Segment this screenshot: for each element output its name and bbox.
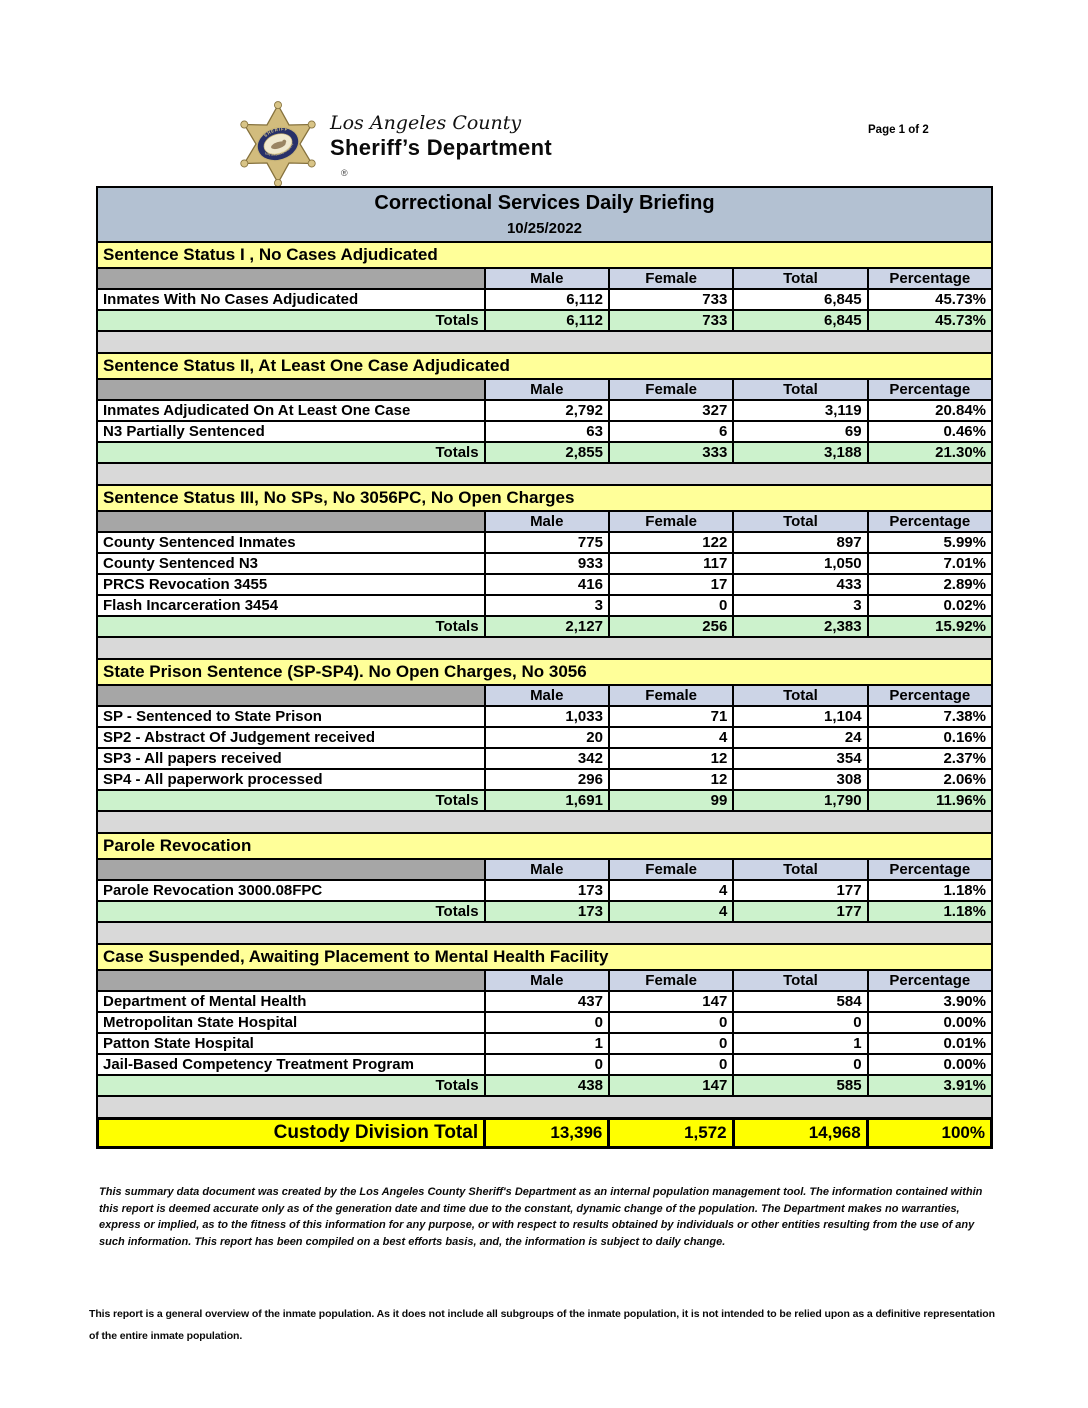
column-header: Female [609,268,733,289]
row-label: PRCS Revocation 3455 [97,574,485,595]
value-cell: 2,792 [485,400,609,421]
table-row [97,595,992,616]
row-label: N3 Partially Sentenced [97,421,485,442]
value-cell: 433 [733,574,867,595]
value-cell: 933 [485,553,609,574]
value-cell: 45.73% [868,289,992,310]
table-row [97,769,992,790]
value-cell: 342 [485,748,609,769]
report-date: 10/25/2022 [506,220,583,237]
column-header: Male [485,379,609,400]
totals-value: 45.73% [868,310,992,331]
column-header: Male [485,268,609,289]
value-cell: 0.46% [868,421,992,442]
table-row [97,532,992,553]
value-cell: 0 [733,1012,867,1033]
value-cell: 733 [609,289,733,310]
section-1 [96,241,993,332]
badge-bottom-text: LOS ANGELES COUNTY [264,142,295,157]
report-title: Correctional Services Daily Briefing [374,192,715,214]
column-header: Percentage [868,511,992,532]
totals-value: 2,383 [733,616,867,637]
column-header: Female [609,379,733,400]
value-cell: 63 [485,421,609,442]
section-title: Parole Revocation [96,832,993,860]
report-block [96,186,993,1149]
totals-label: Totals [97,442,485,463]
value-cell: 4 [609,727,733,748]
table-row [97,553,992,574]
value-cell: 147 [609,991,733,1012]
value-cell: 177 [733,880,867,901]
grand-total-percentage: 100% [867,1119,991,1148]
column-header: Male [485,511,609,532]
row-label: Jail-Based Competency Treatment Program [97,1054,485,1075]
totals-value: 6,112 [485,310,609,331]
column-header-row [97,970,992,991]
logo-department-line: Sheriff’s Department [330,135,552,160]
value-cell: 0.01% [868,1033,992,1054]
value-cell: 308 [733,769,867,790]
value-cell: 327 [609,400,733,421]
section-gap [96,812,993,834]
totals-label: Totals [97,790,485,811]
totals-value: 3,188 [733,442,867,463]
sections-container [96,241,993,1119]
section-2 [96,352,993,464]
value-cell: 6,845 [733,289,867,310]
totals-value: 177 [733,901,867,922]
column-header: Percentage [868,268,992,289]
totals-label: Totals [97,901,485,922]
value-cell: 24 [733,727,867,748]
section-3 [96,484,993,638]
column-header: Total [733,859,867,880]
section-gap [96,1097,993,1119]
table-row [97,1033,992,1054]
value-cell: 2.06% [868,769,992,790]
section-4 [96,658,993,812]
value-cell: 1,050 [733,553,867,574]
column-header: Total [733,970,867,991]
value-cell: 7.38% [868,706,992,727]
section-gap [96,638,993,660]
totals-row [97,310,992,331]
row-label: Department of Mental Health [97,991,485,1012]
page-indicator: Page 1 of 2 [868,124,929,136]
table-row [97,1054,992,1075]
section-title: Sentence Status III, No SPs, No 3056PC, No Open Charges [96,484,993,512]
header-spacer-cell [97,379,485,400]
value-cell: 2.89% [868,574,992,595]
value-cell: 1,033 [485,706,609,727]
row-label: Inmates Adjudicated On At Least One Case [97,400,485,421]
column-header: Female [609,511,733,532]
report-title-band [96,186,993,243]
totals-row [97,442,992,463]
value-cell: 1 [485,1033,609,1054]
totals-value: 3.91% [868,1075,992,1096]
totals-row [97,901,992,922]
totals-label: Totals [97,1075,485,1096]
value-cell: 3.90% [868,991,992,1012]
value-cell: 0 [733,1054,867,1075]
value-cell: 0 [485,1012,609,1033]
row-label: SP - Sentenced to State Prison [97,706,485,727]
totals-value: 256 [609,616,733,637]
totals-label: Totals [97,310,485,331]
column-header: Female [609,970,733,991]
totals-value: 11.96% [868,790,992,811]
totals-label: Totals [97,616,485,637]
table-row [97,748,992,769]
value-cell: 0 [609,1012,733,1033]
row-label: Patton State Hospital [97,1033,485,1054]
section-table [96,858,993,923]
value-cell: 0 [609,1033,733,1054]
column-header-row [97,685,992,706]
registered-trademark-icon: ® [341,168,348,178]
value-cell: 584 [733,991,867,1012]
value-cell: 0.00% [868,1012,992,1033]
section-5 [96,832,993,923]
column-header-row [97,379,992,400]
totals-row [97,1075,992,1096]
grand-total-total: 14,968 [733,1119,867,1148]
row-label: SP4 - All paperwork processed [97,769,485,790]
badge-top-text: SHERIFF [262,126,289,139]
section-title: State Prison Sentence (SP-SP4). No Open Charges, No 3056 [96,658,993,686]
section-table [96,267,993,332]
totals-value: 1,790 [733,790,867,811]
header-spacer-cell [97,970,485,991]
logo-text [330,112,552,161]
row-label: Parole Revocation 3000.08FPC [97,880,485,901]
column-header: Percentage [868,970,992,991]
section-title: Case Suspended, Awaiting Placement to Mental Health Facility [96,943,993,971]
value-cell: 20.84% [868,400,992,421]
value-cell: 4 [609,880,733,901]
table-row [97,289,992,310]
table-row [97,1012,992,1033]
value-cell: 0 [609,595,733,616]
grand-total-male: 13,396 [485,1119,609,1148]
value-cell: 437 [485,991,609,1012]
header-spacer-cell [97,859,485,880]
totals-value: 147 [609,1075,733,1096]
totals-value: 15.92% [868,616,992,637]
value-cell: 5.99% [868,532,992,553]
header-spacer-cell [97,511,485,532]
grand-total-table [96,1117,993,1149]
row-label: County Sentenced N3 [97,553,485,574]
value-cell: 416 [485,574,609,595]
disclaimer-text: This summary data document was created by the Los Angeles County Sheriff's Department as an internal population management tool. The information contained within this report is deemed accurate only as of the generation date and time due to the constant, dynamic change of the population. The Department makes no warranties, express or implied, as to the fitness of this information for any purpose, or with respect to results obtained by individuals or other entities resulting from the use of any such information. This report has been compiled on a best efforts basis, and, the information is subject to daily change. [99,1186,983,1248]
totals-value: 2,855 [485,442,609,463]
column-header: Percentage [868,685,992,706]
totals-value: 2,127 [485,616,609,637]
value-cell: 296 [485,769,609,790]
table-row [97,421,992,442]
value-cell: 122 [609,532,733,553]
value-cell: 2.37% [868,748,992,769]
section-title: Sentence Status I , No Cases Adjudicated [96,241,993,269]
header-spacer-cell [97,268,485,289]
value-cell: 12 [609,769,733,790]
grand-total-female: 1,572 [609,1119,733,1148]
value-cell: 1.18% [868,880,992,901]
value-cell: 12 [609,748,733,769]
column-header: Male [485,970,609,991]
column-header-row [97,268,992,289]
overview-note-text: This report is a general overview of the inmate population. As it does not include all subgroups of the inmate population, it is not intended to be relied upon as a definitive representation of the entire inmate population. [89,1308,995,1342]
column-header: Female [609,685,733,706]
row-label: Metropolitan State Hospital [97,1012,485,1033]
totals-value: 1.18% [868,901,992,922]
table-row [97,400,992,421]
grand-total-label: Custody Division Total [98,1119,485,1148]
value-cell: 3 [733,595,867,616]
section-gap [96,332,993,354]
column-header: Total [733,379,867,400]
column-header: Percentage [868,379,992,400]
row-label: SP3 - All papers received [97,748,485,769]
totals-value: 438 [485,1075,609,1096]
row-label: County Sentenced Inmates [97,532,485,553]
column-header-row [97,859,992,880]
column-header: Male [485,685,609,706]
totals-value: 333 [609,442,733,463]
column-header: Percentage [868,859,992,880]
value-cell: 775 [485,532,609,553]
totals-value: 6,845 [733,310,867,331]
value-cell: 7.01% [868,553,992,574]
value-cell: 6 [609,421,733,442]
sheriff-badge-icon [234,100,322,188]
section-gap [96,464,993,486]
value-cell: 3 [485,595,609,616]
header-spacer-cell [97,685,485,706]
totals-value: 4 [609,901,733,922]
column-header: Male [485,859,609,880]
section-table [96,510,993,638]
value-cell: 3,119 [733,400,867,421]
column-header: Total [733,511,867,532]
section-table [96,969,993,1097]
row-label: Inmates With No Cases Adjudicated [97,289,485,310]
table-row [97,727,992,748]
table-row [97,880,992,901]
value-cell: 117 [609,553,733,574]
totals-value: 21.30% [868,442,992,463]
column-header: Total [733,268,867,289]
section-table [96,378,993,464]
totals-value: 99 [609,790,733,811]
value-cell: 0.00% [868,1054,992,1075]
value-cell: 1 [733,1033,867,1054]
value-cell: 17 [609,574,733,595]
value-cell: 0.16% [868,727,992,748]
value-cell: 897 [733,532,867,553]
totals-value: 585 [733,1075,867,1096]
value-cell: 6,112 [485,289,609,310]
table-row [97,991,992,1012]
section-gap [96,923,993,945]
row-label: SP2 - Abstract Of Judgement received [97,727,485,748]
value-cell: 0.02% [868,595,992,616]
value-cell: 20 [485,727,609,748]
value-cell: 0 [609,1054,733,1075]
row-label: Flash Incarceration 3454 [97,595,485,616]
totals-value: 733 [609,310,733,331]
section-title: Sentence Status II, At Least One Case Adjudicated [96,352,993,380]
column-header-row [97,511,992,532]
grand-total-row [98,1119,992,1148]
totals-row [97,616,992,637]
totals-value: 1,691 [485,790,609,811]
column-header: Total [733,685,867,706]
column-header: Female [609,859,733,880]
logo-county-line: Los Angeles County [330,112,522,134]
table-row [97,706,992,727]
value-cell: 0 [485,1054,609,1075]
value-cell: 71 [609,706,733,727]
totals-value: 173 [485,901,609,922]
value-cell: 69 [733,421,867,442]
value-cell: 173 [485,880,609,901]
section-table [96,684,993,812]
totals-row [97,790,992,811]
table-row [97,574,992,595]
section-6 [96,943,993,1097]
value-cell: 1,104 [733,706,867,727]
value-cell: 354 [733,748,867,769]
